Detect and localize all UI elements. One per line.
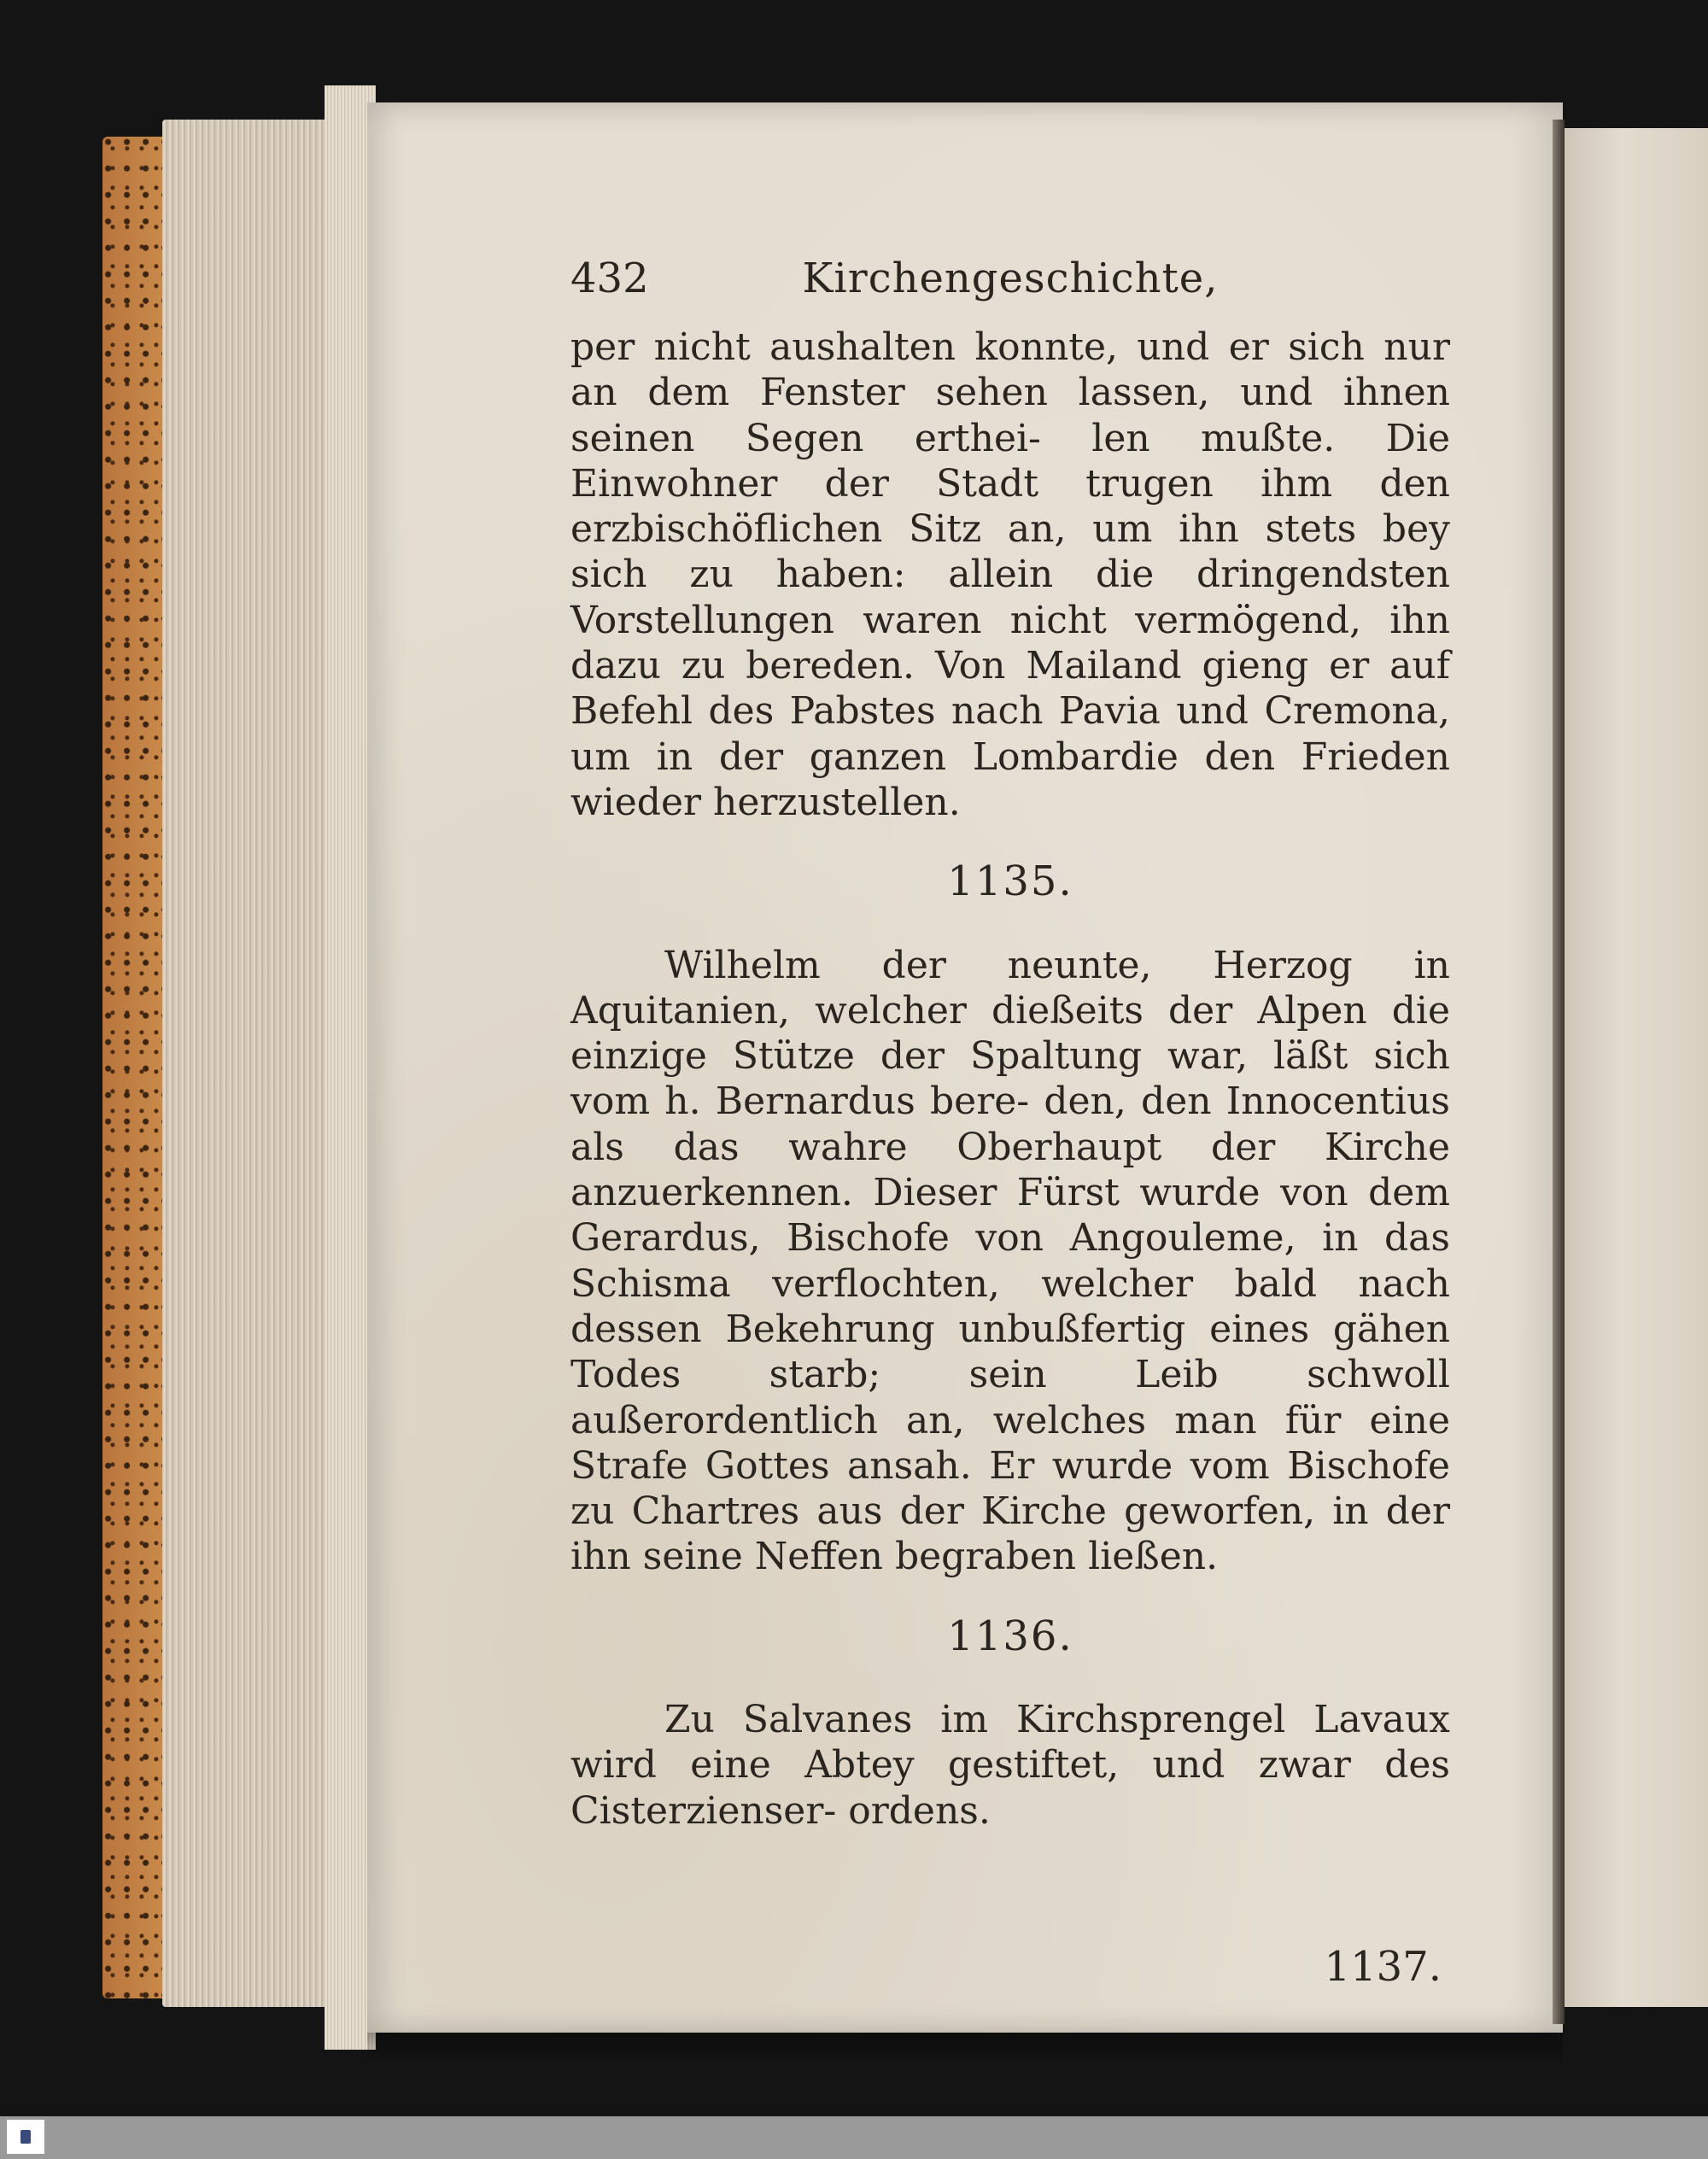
paragraph-3: Zu Salvanes im Kirchsprengel Lavaux wird eine Abtey gestiftet, und zwar des Cisterzienser- ordens.	[570, 1698, 1450, 1833]
paragraph-1: per nicht aushalten konnte, und er sich nur an dem Fenster sehen lassen, und ihnen seinen Segen erthei- len mußte. Die Einwohner der Stadt trugen ihm den erzbischöflichen Sitz an, um ihn stets bey sich zu haben: allein die dringendsten Vorstellungen waren nicht vermögend, ihn dazu zu bereden. Von Mailand gieng er auf Befehl des Pabstes nach Pavia und Cremona, um in der ganzen Lombardie den Frieden wieder herzustellen.	[570, 325, 1450, 824]
facing-page	[1565, 128, 1708, 2007]
library-logo-icon	[7, 2120, 44, 2154]
logo-mark	[20, 2130, 31, 2144]
catchword: 1137.	[1324, 1942, 1442, 1991]
year-heading-1135: 1135.	[947, 857, 1073, 906]
page-text	[570, 256, 1450, 1990]
page-shadow	[367, 2033, 1563, 2067]
book-gutter	[1553, 120, 1565, 2024]
viewer-footer-bar	[0, 2116, 1708, 2159]
year-heading-1136: 1136.	[947, 1612, 1073, 1660]
paragraph-2: Wilhelm der neunte, Herzog in Aquitanien, welcher dießeits der Alpen die einzige Stütze der Spaltung war, läßt sich vom h. Bernardus bere- den, den Innocentius als das wahre Oberhaupt der Kirche anzuerkennen. Dieser Fürst wurde von dem Gerardus, Bischofe von Angouleme, in das Schisma verflochten, welcher bald nach dessen Bekehrung unbußfertig eines gähen Todes starb; sein Leib schwoll außerordentlich an, welches man für eine Strafe Gottes ansah. Er wurde vom Bischofe zu Chartres aus der Kirche geworfen, in der ihn seine Neffen begraben ließen.	[570, 943, 1450, 1579]
running-head: Kirchengeschichte,	[802, 255, 1219, 302]
page-number: 432	[570, 255, 649, 302]
page-header	[570, 256, 1450, 307]
